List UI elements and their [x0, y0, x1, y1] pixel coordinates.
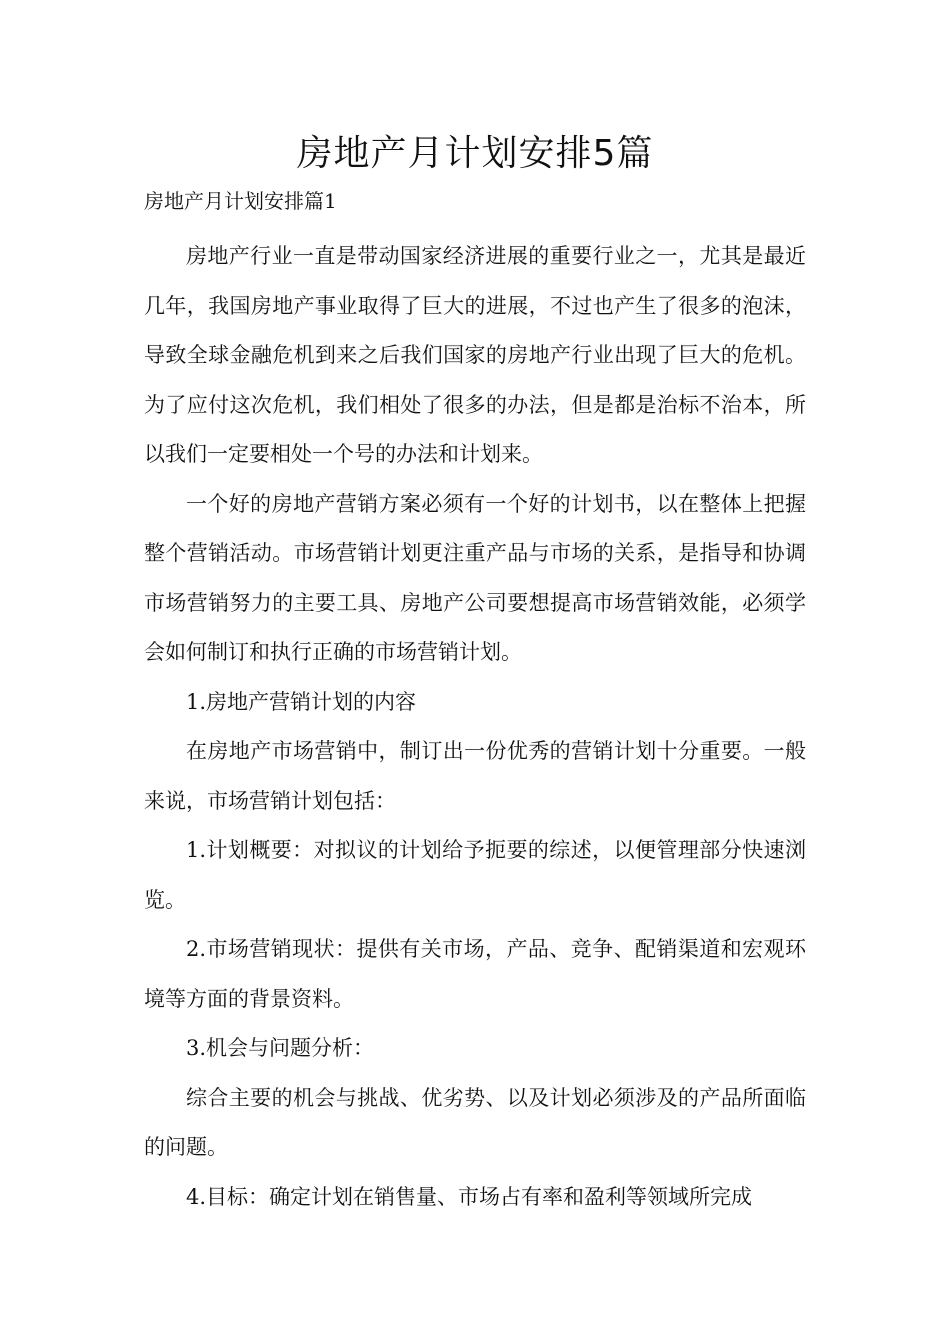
paragraph-subheading-contents: 1.房地产营销计划的内容 — [186, 689, 417, 714]
list-item-opportunity-analysis: 3.机会与问题分析： — [186, 1036, 375, 1060]
paragraph-opportunity-detail: 综合主要的机会与挑战、优劣势、以及计划必须涉及的产品所面临的问题。 — [144, 1085, 806, 1159]
list-item-market-status: 2.市场营销现状：提供有关市场，产品、竞争、配销渠道和宏观环境等方面的背景资料。 — [144, 937, 806, 1011]
paragraph-marketing-plan: 一个好的房地产营销方案必须有一个好的计划书，以在整体上把握整个营销活动。市场营销计划更注重产品与市场的关系，是指导和协调市场营销努力的主要工具、房地产公司要想提高市场营销效能，必须学会如何制订和执行正确的市场营销计划。 — [144, 491, 806, 664]
paragraph-intro: 房地产行业一直是带动国家经济进展的重要行业之一，尤其是最近几年，我国房地产事业取得了巨大的进展，不过也产生了很多的泡沫，导致全球金融危机到来之后我们国家的房地产行业出现了巨大的危机。为了应付这次危机，我们相处了很多的办法，但是都是治标不治本，所以我们一定要相处一个号的办法和计划来。 — [144, 244, 806, 466]
document-title: 房地产月计划安排5篇 — [296, 133, 654, 174]
document-body — [144, 232, 806, 1222]
list-item-plan-summary: 1.计划概要：对拟议的计划给予扼要的综述，以便管理部分快速浏览。 — [144, 838, 806, 912]
paragraph-plan-importance: 在房地产市场营销中，制订出一份优秀的营销计划十分重要。一般来说，市场营销计划包括： — [144, 739, 806, 813]
section-heading: 房地产月计划安排篇1 — [144, 189, 337, 213]
list-item-objectives: 4.目标：确定计划在销售量、市场占有率和盈利等领域所完成 — [186, 1184, 753, 1209]
